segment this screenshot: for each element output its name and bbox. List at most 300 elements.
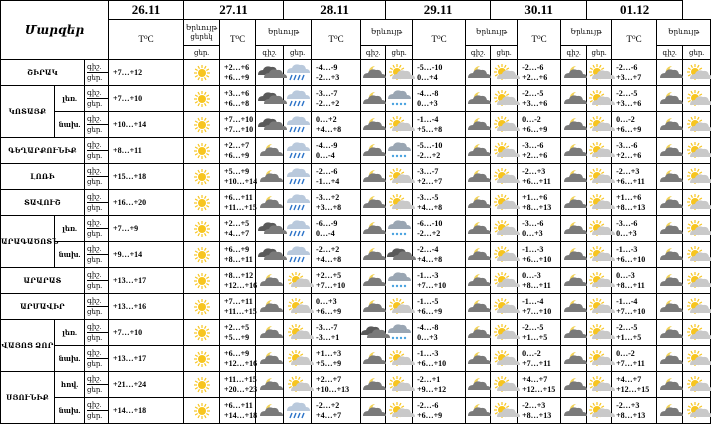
moon-cloud-icon xyxy=(466,112,491,138)
rain-icon xyxy=(284,216,312,242)
temp-cell xyxy=(518,138,561,164)
forecast-row xyxy=(1,112,711,138)
temp-cell xyxy=(612,112,657,138)
moon-cloud-icon xyxy=(657,268,683,294)
moon-cloud-icon xyxy=(361,138,386,164)
temp-night: -1…-4 xyxy=(522,296,544,306)
temp-day: +6…+8 xyxy=(224,98,250,108)
temp-cell xyxy=(518,242,561,268)
sun-cloud-icon xyxy=(491,216,518,242)
temp-cell xyxy=(518,268,561,294)
rain-icon xyxy=(284,138,312,164)
moon-cloud-icon xyxy=(256,320,284,346)
temp-cell xyxy=(612,346,657,372)
temp-cell xyxy=(612,268,657,294)
temp-day: -2…+2 xyxy=(417,150,441,160)
moon-cloud-icon xyxy=(256,190,284,216)
temp-cell xyxy=(220,112,256,138)
temp-day: +6…+9 xyxy=(417,410,443,420)
temp-day: +1…+5 xyxy=(522,332,548,342)
sun-cloud-icon xyxy=(683,60,711,86)
temp-night: -2…+3 xyxy=(616,400,640,410)
temp-cell xyxy=(413,268,466,294)
temp-cell xyxy=(220,372,256,398)
weather-icon-cell xyxy=(184,398,220,424)
moon-cloud-icon xyxy=(361,112,386,138)
temp-night: -1…-3 xyxy=(616,244,638,254)
temp-night: +2…+5 xyxy=(316,270,342,280)
moon-cloud-icon xyxy=(361,60,386,86)
header-phen-2: Երևույթ xyxy=(361,20,413,46)
temp-cell xyxy=(413,294,466,320)
temp-cell xyxy=(312,86,361,112)
moon-cloud-icon xyxy=(361,242,386,268)
temp-day: +7…+11 xyxy=(616,358,645,368)
temp-day: +8…+11 xyxy=(522,280,551,290)
forecast-row xyxy=(1,138,711,164)
temp-night: -2…-6 xyxy=(616,62,638,72)
temp-cell xyxy=(612,138,657,164)
moon-cloud-icon xyxy=(657,190,683,216)
sun-cloud-icon xyxy=(683,320,711,346)
moon-cloud-icon xyxy=(561,242,587,268)
temp-cell: +9…+14 xyxy=(109,242,184,268)
temp-day: +8…+13 xyxy=(616,410,646,420)
temp-night: +4…+7 xyxy=(616,374,642,384)
sun-cloud-icon xyxy=(683,164,711,190)
temp-cell: +7…+12 xyxy=(109,60,184,86)
temp-cell xyxy=(612,294,657,320)
temp-cell: +13…+17 xyxy=(109,268,184,294)
temp-cell xyxy=(220,242,256,268)
temp-day: +5…+9 xyxy=(316,358,342,368)
temp-night: 0…-2 xyxy=(522,348,541,358)
moon-cloud-icon xyxy=(657,242,683,268)
temp-cell xyxy=(413,60,466,86)
temp-night: +1…+6 xyxy=(522,192,548,202)
temp-cell: +16…+20 xyxy=(109,190,184,216)
header-phen-5: Երևույթ xyxy=(657,20,711,46)
temp-night: +1…+3 xyxy=(316,348,342,358)
moon-cloud-icon xyxy=(466,190,491,216)
temp-night: -2…+2 xyxy=(316,244,340,254)
temp-cell xyxy=(312,216,361,242)
snow-icon xyxy=(386,320,413,346)
sun-cloud-icon xyxy=(683,346,711,372)
temp-cell xyxy=(413,216,466,242)
moon-cloud-icon xyxy=(561,216,587,242)
temp-day: +7…+10 xyxy=(522,306,552,316)
temp-day: +4…+8 xyxy=(316,124,342,134)
temp-night: -2…-5 xyxy=(522,88,544,98)
forecast-row xyxy=(1,294,711,320)
temp-day: +2…+6 xyxy=(522,150,548,160)
temp-cell xyxy=(612,60,657,86)
sun-cloud-icon xyxy=(491,294,518,320)
weather-icon-cell xyxy=(184,346,220,372)
temp-day: +8…+13 xyxy=(522,202,552,212)
region-name: ԳԵՂԱՐՔՈՒՆԻՔ xyxy=(1,138,85,164)
rain-icon xyxy=(284,242,312,268)
temp-cell xyxy=(220,60,256,86)
temp-night: +2…+7 xyxy=(224,140,250,150)
temp-day: +6…+9 xyxy=(522,124,548,134)
header-temp-3: T⁰C xyxy=(413,20,466,60)
temp-night: -6…-9 xyxy=(316,218,338,228)
temp-day: +1…+5 xyxy=(616,332,642,342)
temp-cell xyxy=(413,346,466,372)
day-night-label: գիշ. ցեր. xyxy=(85,86,109,112)
temp-night: +6…+9 xyxy=(224,244,250,254)
temp-cell xyxy=(220,190,256,216)
sun-cloud-icon xyxy=(284,346,312,372)
temp-night: 0…+2 xyxy=(316,114,337,124)
temp-night: -3…-7 xyxy=(316,322,338,332)
temp-day: +3…+6 xyxy=(522,98,548,108)
header-dayshort-2: ցեր. xyxy=(386,46,413,60)
moon-cloud-icon xyxy=(256,164,284,190)
sun-cloud-icon xyxy=(491,190,518,216)
header-phen-3: Երևույթ xyxy=(466,20,518,46)
region-name: ՏԱՎՈՒՇ xyxy=(1,190,85,216)
temp-cell xyxy=(612,164,657,190)
sun-cloud-icon xyxy=(587,216,612,242)
temp-night: -1…-5 xyxy=(417,296,439,306)
temp-day: +8…+11 xyxy=(616,280,645,290)
sun-cloud-icon xyxy=(683,216,711,242)
sun-cloud-icon xyxy=(587,294,612,320)
temp-cell xyxy=(518,190,561,216)
temp-cell xyxy=(220,346,256,372)
temp-night: -2…-4 xyxy=(417,244,439,254)
temp-day: +4…+8 xyxy=(417,254,443,264)
temp-night: +8…+12 xyxy=(224,270,254,280)
sun-cloud-icon xyxy=(386,398,413,424)
moon-cloud-icon xyxy=(561,268,587,294)
sun-cloud-icon xyxy=(587,112,612,138)
temp-cell xyxy=(220,294,256,320)
temp-day: +4…+7 xyxy=(224,228,250,238)
temp-night: +11…+15 xyxy=(224,374,257,384)
header-date-3: 29.11 xyxy=(386,1,491,20)
weather-icon-cell xyxy=(184,216,220,242)
weather-icon-cell xyxy=(184,242,220,268)
weather-icon-cell xyxy=(184,294,220,320)
day-night-label: գիշ. ցեր. xyxy=(85,268,109,294)
temp-day: +5…+8 xyxy=(417,124,443,134)
header-night-4: գիշ. xyxy=(561,46,587,60)
forecast-row xyxy=(1,164,711,190)
moon-cloud-icon xyxy=(561,398,587,424)
temp-cell xyxy=(312,242,361,268)
temp-night: +5…+9 xyxy=(224,166,250,176)
forecast-row xyxy=(1,216,711,242)
day-night-label: գիշ. ցեր. xyxy=(85,242,109,268)
temp-night: -2…+2 xyxy=(316,400,340,410)
temp-night: -3…-7 xyxy=(417,166,439,176)
sun-cloud-icon xyxy=(491,138,518,164)
weather-icon-cell xyxy=(184,190,220,216)
temp-cell xyxy=(312,138,361,164)
moon-cloud-icon xyxy=(361,268,386,294)
moon-cloud-icon xyxy=(256,346,284,372)
weather-icon-cell xyxy=(184,112,220,138)
temp-day: +3…+6 xyxy=(616,98,642,108)
region-name: ՎԱՅՈՑ ՁՈՐ xyxy=(1,320,55,372)
temp-day: +12…+16 xyxy=(224,280,258,290)
temp-cell: +7…+10 xyxy=(109,86,184,112)
moon-cloud-icon xyxy=(561,294,587,320)
sun-cloud-icon xyxy=(683,112,711,138)
moon-cloud-icon xyxy=(256,138,284,164)
temp-night: -2…-6 xyxy=(522,62,544,72)
rain-icon xyxy=(284,190,312,216)
moon-cloud-icon xyxy=(466,86,491,112)
temp-night: -3…+2 xyxy=(316,192,340,202)
snow-icon xyxy=(386,138,413,164)
moon-cloud-icon xyxy=(361,164,386,190)
temp-night: +2…+5 xyxy=(224,218,250,228)
forecast-row xyxy=(1,346,711,372)
temp-cell xyxy=(312,268,361,294)
region-sub: հով. xyxy=(55,372,85,398)
weather-icon-cell xyxy=(184,268,220,294)
temp-day: +4…+8 xyxy=(316,254,342,264)
forecast-row xyxy=(1,60,711,86)
temp-day: +20…+23 xyxy=(224,384,258,394)
day-night-label: գիշ. ցեր. xyxy=(85,190,109,216)
forecast-row xyxy=(1,398,711,424)
moon-cloud-icon xyxy=(657,138,683,164)
temp-cell xyxy=(220,216,256,242)
header-temp-1: T⁰C xyxy=(220,20,256,60)
sun-cloud-icon xyxy=(683,372,711,398)
cloud-night-icon xyxy=(256,86,284,112)
sun-cloud-icon xyxy=(491,398,518,424)
temp-night: +1…+6 xyxy=(616,192,642,202)
sun-cloud-icon xyxy=(491,346,518,372)
moon-cloud-icon xyxy=(256,398,284,424)
moon-cloud-icon xyxy=(361,190,386,216)
header-night-2: գիշ. xyxy=(361,46,386,60)
header-date-5: 01.12 xyxy=(587,1,683,20)
temp-night: 0…-2 xyxy=(616,114,635,124)
weather-icon-cell xyxy=(184,86,220,112)
moon-cloud-icon xyxy=(361,398,386,424)
temp-cell xyxy=(312,112,361,138)
temp-night: -4…-9 xyxy=(316,62,338,72)
temp-day: -2…+3 xyxy=(316,72,340,82)
temp-night: -2…+3 xyxy=(522,166,546,176)
header-night-1: գիշ. xyxy=(256,46,284,60)
cloud-night-icon xyxy=(256,112,284,138)
temp-day: -3…+1 xyxy=(316,332,340,342)
day-night-label: գիշ. ցեր. xyxy=(85,164,109,190)
temp-cell xyxy=(612,398,657,424)
moon-cloud-icon xyxy=(657,346,683,372)
region-sub: նախ. xyxy=(55,242,85,268)
temp-cell xyxy=(518,216,561,242)
moon-cloud-icon xyxy=(256,268,284,294)
day-night-label: գիշ. ցեր. xyxy=(85,112,109,138)
sun-cloud-icon xyxy=(491,242,518,268)
temp-cell xyxy=(312,372,361,398)
forecast-row xyxy=(1,268,711,294)
temp-night: -2…-6 xyxy=(316,166,338,176)
moon-cloud-icon xyxy=(561,190,587,216)
temp-night: -1…-4 xyxy=(616,296,638,306)
rain-icon xyxy=(284,164,312,190)
weather-icon-cell xyxy=(184,320,220,346)
temp-day: +6…+10 xyxy=(417,358,447,368)
region-sub: լեռ. xyxy=(55,320,85,346)
sun-cloud-icon xyxy=(683,138,711,164)
temp-day: 0…+3 xyxy=(417,98,438,108)
sun-cloud-icon xyxy=(587,242,612,268)
temp-cell xyxy=(312,346,361,372)
temp-cell xyxy=(312,294,361,320)
sun-cloud-icon xyxy=(284,268,312,294)
temp-night: -2…-6 xyxy=(417,400,439,410)
moon-cloud-icon xyxy=(657,164,683,190)
temp-cell xyxy=(312,398,361,424)
temp-day: +11…+15 xyxy=(224,306,257,316)
day-night-label: գիշ. ցեր. xyxy=(85,320,109,346)
sun-cloud-icon xyxy=(386,190,413,216)
temp-day: 0…+3 xyxy=(522,228,543,238)
temp-cell xyxy=(220,86,256,112)
temp-cell xyxy=(612,242,657,268)
temp-cell xyxy=(518,112,561,138)
forecast-row xyxy=(1,190,711,216)
region-name: ԼՈՌԻ xyxy=(1,164,85,190)
moon-cloud-icon xyxy=(361,216,386,242)
temp-night: -1…-3 xyxy=(417,270,439,280)
temp-night: 0…-3 xyxy=(522,270,541,280)
day-night-label: գիշ. ցեր. xyxy=(85,138,109,164)
header-night-3: գիշ. xyxy=(466,46,491,60)
header-date-4: 30.11 xyxy=(491,1,587,20)
temp-cell xyxy=(413,86,466,112)
temp-day: +14…+18 xyxy=(224,410,258,420)
temp-night: +2…+7 xyxy=(316,374,342,384)
rain-icon xyxy=(284,60,312,86)
temp-night: -1…-4 xyxy=(417,114,439,124)
moon-cloud-icon xyxy=(466,242,491,268)
temp-day: +8…+13 xyxy=(522,410,552,420)
snow-icon xyxy=(386,216,413,242)
temp-day: +3…+8 xyxy=(316,202,342,212)
header-day-0: ցեր. xyxy=(184,46,220,60)
header-regions: Մարզեր xyxy=(1,1,109,60)
moon-cloud-icon xyxy=(466,268,491,294)
moon-cloud-icon xyxy=(561,346,587,372)
temp-day: +6…+9 xyxy=(616,124,642,134)
moon-cloud-icon xyxy=(657,320,683,346)
temp-night: -2…+3 xyxy=(616,166,640,176)
weather-icon-cell xyxy=(184,60,220,86)
temp-day: -1…+4 xyxy=(316,176,340,186)
temp-cell xyxy=(612,320,657,346)
sun-cloud-icon xyxy=(386,164,413,190)
temp-night: 0…-2 xyxy=(616,348,635,358)
temp-day: +6…+9 xyxy=(224,150,250,160)
sun-cloud-icon xyxy=(587,138,612,164)
moon-cloud-icon xyxy=(657,372,683,398)
sun-cloud-icon xyxy=(683,86,711,112)
header-phen-1: Երևույթ xyxy=(256,20,312,46)
temp-cell xyxy=(312,190,361,216)
sun-cloud-icon xyxy=(491,164,518,190)
region-name: ԱՐԱԳԱԾՈՏՆ xyxy=(1,216,55,268)
sun-cloud-icon xyxy=(587,190,612,216)
temp-cell: +13…+16 xyxy=(109,294,184,320)
temp-cell xyxy=(413,398,466,424)
region-name: ԱՐԱՐԱՏ xyxy=(1,268,85,294)
temp-day: +7…+10 xyxy=(417,280,447,290)
temp-night: -1…-3 xyxy=(417,348,439,358)
temp-night: +7…+11 xyxy=(224,296,253,306)
region-sub: լեռ. xyxy=(55,86,85,112)
temp-cell xyxy=(518,398,561,424)
weather-icon-cell xyxy=(184,372,220,398)
cloud-night-icon xyxy=(361,320,386,346)
temp-night: -2…+1 xyxy=(417,374,441,384)
temp-day: +6…+11 xyxy=(522,176,551,186)
header-night-5: գիշ. xyxy=(657,46,683,60)
temp-day: +4…+8 xyxy=(417,202,443,212)
temp-day: +9…+12 xyxy=(417,384,447,394)
cloud-night-icon xyxy=(256,60,284,86)
temp-day: +12…+15 xyxy=(616,384,650,394)
temp-night: +2…+5 xyxy=(224,322,250,332)
temp-day: +3…+7 xyxy=(616,72,642,82)
temp-cell: +10…+14 xyxy=(109,112,184,138)
sun-cloud-icon xyxy=(587,86,612,112)
temp-cell xyxy=(612,190,657,216)
moon-cloud-icon xyxy=(657,86,683,112)
temp-cell xyxy=(312,164,361,190)
header-dayshort-1: ցեր. xyxy=(284,46,312,60)
temp-night: -2…-5 xyxy=(616,88,638,98)
moon-cloud-icon xyxy=(561,320,587,346)
sun-cloud-icon xyxy=(386,372,413,398)
header-temp-0: T⁰C xyxy=(109,20,184,60)
region-sub: նախ. xyxy=(55,112,85,138)
sun-cloud-icon xyxy=(587,320,612,346)
temp-cell xyxy=(413,190,466,216)
moon-cloud-icon xyxy=(466,346,491,372)
temp-night: -3…-6 xyxy=(616,140,638,150)
temp-day: +6…+9 xyxy=(224,72,250,82)
header-date-2: 28.11 xyxy=(284,1,386,20)
temp-cell xyxy=(518,60,561,86)
header-dayshort-3: ցեր. xyxy=(491,46,518,60)
temp-night: -2…-5 xyxy=(522,322,544,332)
temp-day: 0…-4 xyxy=(316,228,335,238)
temp-day: +7…+10 xyxy=(224,124,254,134)
moon-cloud-icon xyxy=(657,216,683,242)
moon-cloud-icon xyxy=(466,60,491,86)
moon-cloud-icon xyxy=(561,138,587,164)
sun-cloud-icon xyxy=(386,60,413,86)
temp-day: 0…+4 xyxy=(417,72,438,82)
sun-cloud-icon xyxy=(587,268,612,294)
day-night-label: գիշ. ցեր. xyxy=(85,216,109,242)
sun-cloud-icon xyxy=(284,320,312,346)
forecast-row xyxy=(1,86,711,112)
temp-day: +2…+7 xyxy=(417,176,443,186)
